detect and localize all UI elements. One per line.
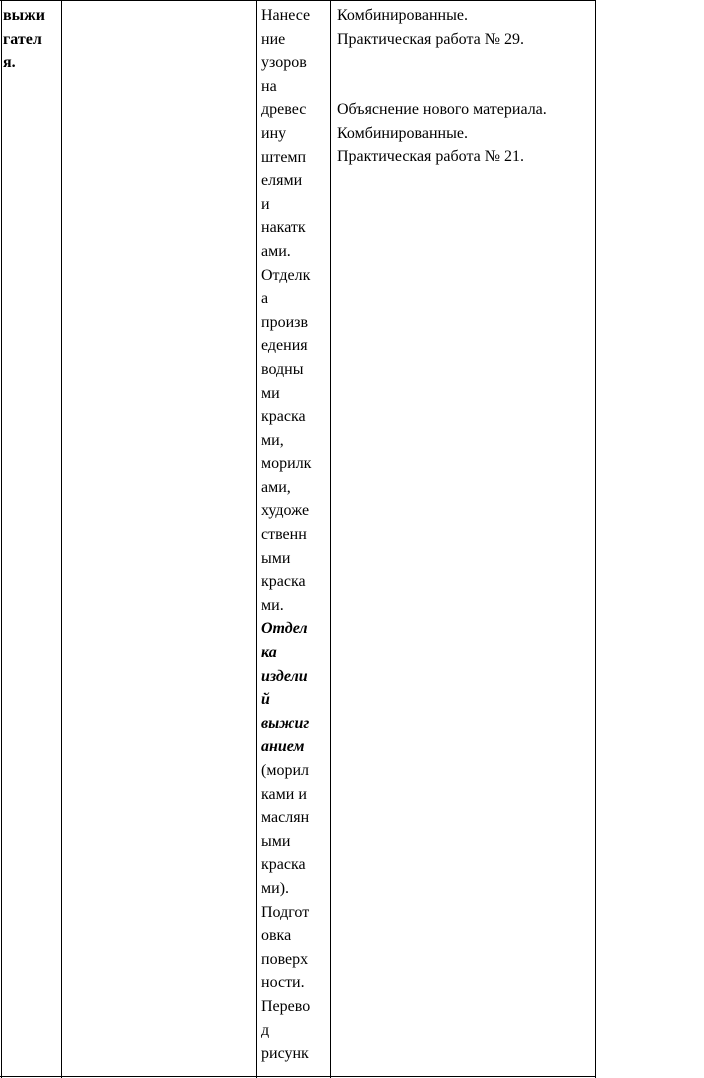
text-line: Отделк [261, 266, 311, 284]
column-4-cell [337, 4, 592, 169]
text-line: морилк [261, 455, 312, 473]
text-line: ние [261, 30, 286, 48]
text-line: ности. [261, 974, 305, 992]
text-line: ка [261, 644, 277, 662]
text-line: ми, [261, 431, 284, 449]
text-line: краска [261, 408, 306, 426]
text-line: накатк [261, 219, 306, 237]
text-line: гател [3, 30, 42, 48]
text-line: рисунк [261, 1045, 309, 1063]
text-line: краска [261, 573, 306, 591]
text-line: штемп [261, 148, 307, 166]
text-line: поверх [261, 950, 309, 968]
text-line: ыми [261, 832, 291, 850]
text-line: художе [261, 502, 310, 520]
text-line: ами. [261, 242, 291, 260]
text-line: Объяснение нового материала. [337, 101, 547, 119]
text-line: Практическая работа № 29. [337, 30, 524, 48]
text-line: а [261, 290, 269, 308]
text-line: на [261, 77, 277, 95]
text-line: ми). [261, 879, 290, 897]
text-line: выжиг [261, 714, 310, 732]
text-line: водны [261, 360, 304, 378]
text-line: я. [3, 54, 16, 72]
text-line: ми [261, 384, 280, 402]
text-line: ками и [261, 785, 307, 803]
column-1-cell [3, 4, 59, 75]
text-line: й [261, 691, 270, 709]
column-divider-2 [256, 0, 257, 1078]
text-line: д [261, 1021, 270, 1039]
text-line: Перево [261, 997, 311, 1015]
lesson-type-block-1 [337, 4, 592, 51]
text-line: Нанесе [261, 7, 311, 24]
text-line: ину [261, 124, 287, 142]
table-border-left [1, 0, 2, 1078]
text-line: выжи [3, 7, 45, 24]
text-line: узоров [261, 54, 307, 72]
text-line: ыми [261, 549, 291, 567]
text-line: Подгот [261, 903, 310, 921]
text-line: (морил [261, 762, 309, 779]
text-line: анием [261, 738, 305, 756]
text-line: маслян [261, 809, 310, 827]
column-3-cell [261, 4, 323, 1066]
lesson-type-block-2 [337, 98, 592, 169]
text-line: издели [261, 667, 308, 685]
text-line: древес [261, 101, 307, 119]
table-border-bottom [0, 1076, 596, 1077]
spacer [337, 51, 592, 98]
table-border-top [0, 0, 596, 1]
column-divider-1 [61, 0, 62, 1078]
text-line: Комбинированные. [337, 124, 468, 142]
text-line: елями [261, 172, 303, 190]
text-line: едения [261, 337, 308, 355]
text-line: ственн [261, 526, 307, 544]
text-line: ми. [261, 596, 284, 614]
text-line: Отдел [261, 620, 308, 638]
text-line: произв [261, 313, 308, 331]
text-line: овка [261, 927, 292, 945]
text-line: краска [261, 856, 306, 874]
text-line: и [261, 195, 270, 213]
text-line: ами, [261, 478, 291, 496]
text-line: Практическая работа № 21. [337, 148, 524, 166]
text-line: Комбинированные. [337, 7, 468, 24]
column-divider-3 [330, 0, 331, 1078]
table-border-right [595, 0, 596, 1078]
